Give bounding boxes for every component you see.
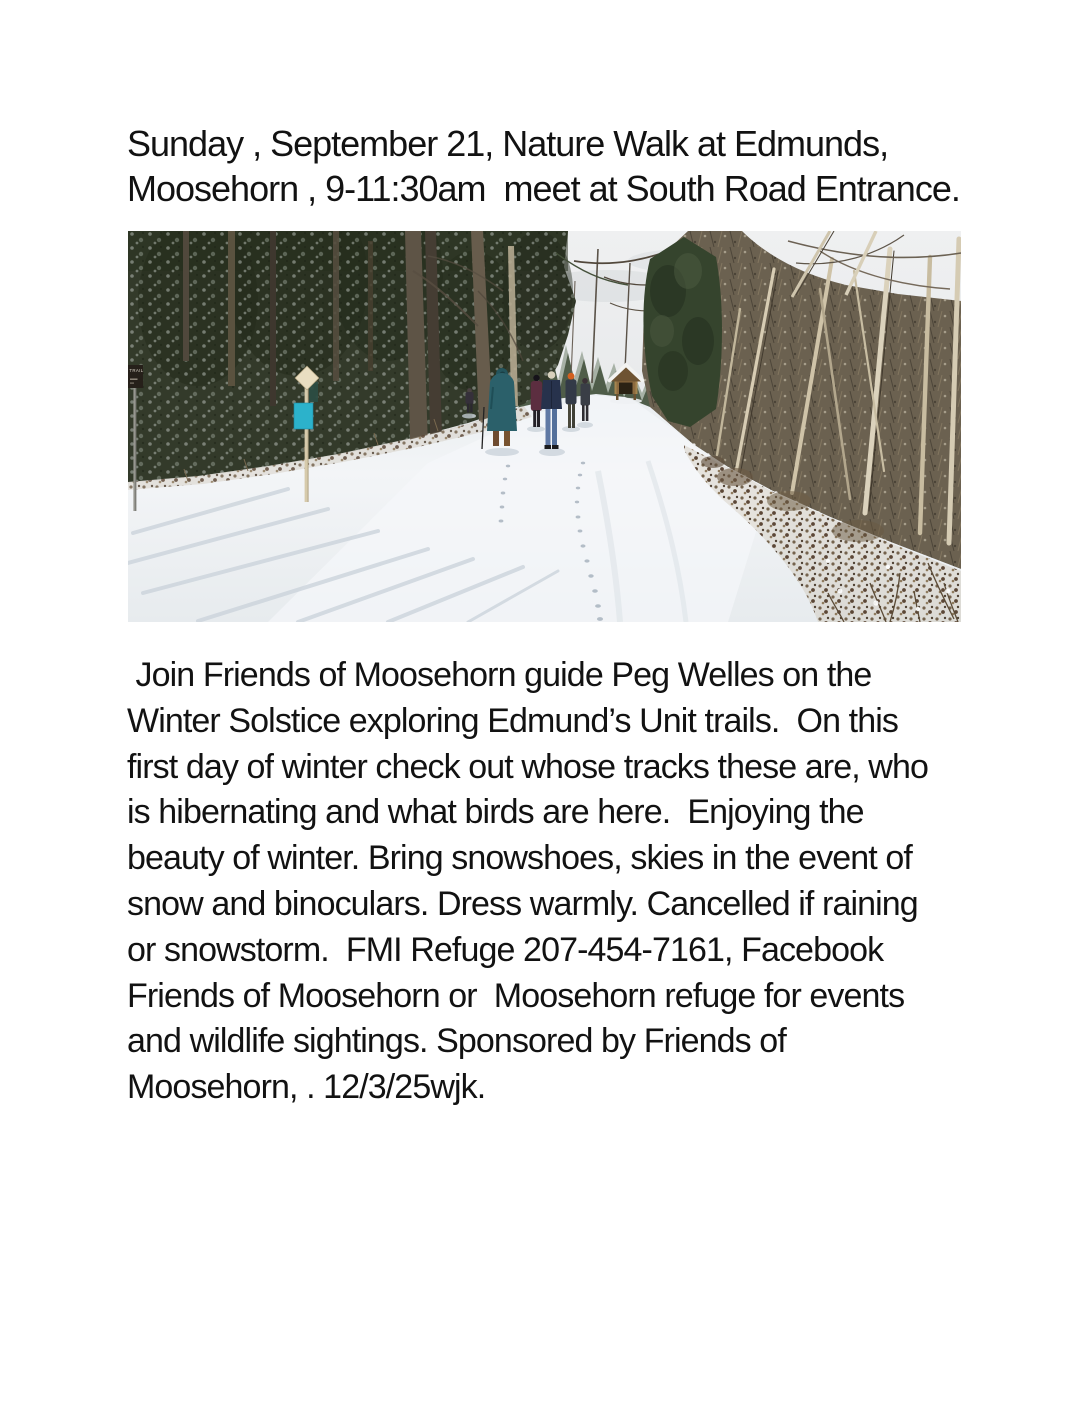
trail-sign-text: TRAIL	[129, 368, 144, 373]
event-description-line: and wildlife sightings. Sponsored by Friends of	[127, 1022, 786, 1061]
trail-photo-svg	[128, 231, 961, 622]
event-title	[127, 121, 960, 211]
event-description-line: Moosehorn, . 12/3/25wjk.	[127, 1068, 486, 1107]
event-description	[127, 653, 928, 1111]
trail-photo	[128, 231, 961, 622]
event-description-line: is hibernating and what birds are here. Enjoying the	[127, 793, 864, 832]
event-title-line-1: Sunday , September 21, Nature Walk at Edmunds,	[127, 123, 889, 164]
center-conifers	[643, 237, 722, 427]
event-description-line: beauty of winter. Bring snowshoes, skies in the event of	[127, 839, 912, 878]
cyan-marker-sign	[294, 403, 313, 429]
event-description-line: snow and binoculars. Dress warmly. Cancelled if raining	[127, 884, 918, 923]
event-description-line: Join Friends of Moosehorn guide Peg Welles on the	[127, 656, 872, 694]
event-title-line-2: Moosehorn , 9-11:30am meet at South Road Entrance.	[127, 168, 960, 209]
event-description-line: first day of winter check out whose tracks these are, who	[127, 747, 928, 786]
event-description-line: Winter Solstice exploring Edmund’s Unit trails. On this	[127, 701, 898, 740]
event-description-line: Friends of Moosehorn or Moosehorn refuge for events	[127, 976, 905, 1015]
event-description-line: or snowstorm. FMI Refuge 207-454-7161, Facebook	[127, 930, 884, 969]
